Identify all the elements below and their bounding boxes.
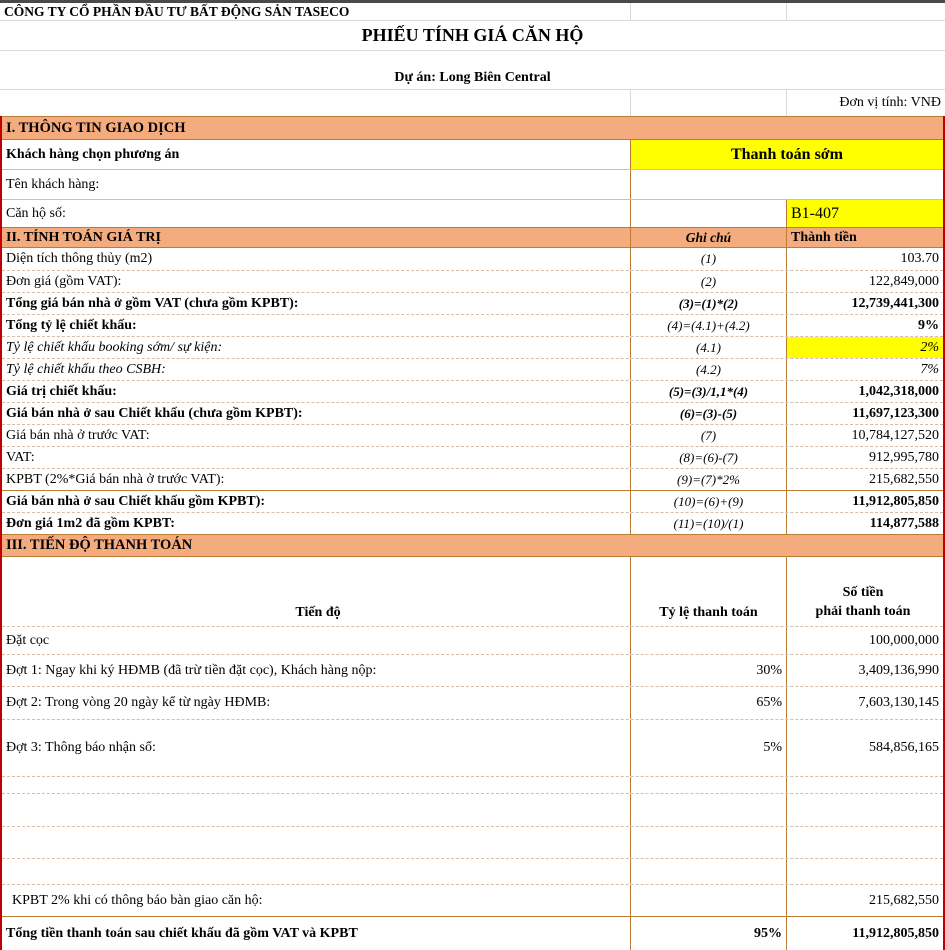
row-label-cell: Đợt 2: Trong vòng 20 ngày kể từ ngày HĐMB: xyxy=(6,695,271,710)
amount-cell: 103.70 xyxy=(786,248,943,270)
note-cell: (10)=(6)+(9) xyxy=(630,491,786,512)
table-row xyxy=(2,626,943,654)
row-label-cell: VAT: xyxy=(6,449,35,465)
table-row xyxy=(2,916,943,950)
row-label-cell: Tổng giá bán nhà ở gồm VAT (chưa gồm KPBT): xyxy=(6,295,299,311)
section2-header xyxy=(2,227,943,248)
note-cell: (4.1) xyxy=(630,337,786,358)
row-label-cell: Tổng tiền thanh toán sau chiết khấu đã gồm VAT và KPBT xyxy=(6,926,358,941)
row-label-cell: Diện tích thông thủy (m2) xyxy=(6,251,153,266)
note-cell: (4)=(4.1)+(4.2) xyxy=(630,315,786,336)
table-row xyxy=(2,270,943,292)
ratio-cell: 5% xyxy=(630,720,786,776)
sheet-header xyxy=(0,3,945,116)
row-label-cell: KPBT (2%*Giá bán nhà ở trước VAT): xyxy=(6,471,225,487)
ratio-cell xyxy=(630,885,786,916)
table-row xyxy=(2,884,943,916)
ratio-cell xyxy=(630,627,786,654)
amount-cell xyxy=(786,827,943,858)
empty-cell xyxy=(0,90,630,116)
empty-cell xyxy=(630,90,786,116)
note-cell: (7) xyxy=(630,425,786,446)
row-label-cell: Giá bán nhà ở trước VAT: xyxy=(6,427,150,443)
amount-cell: 122,849,000 xyxy=(786,271,943,292)
section3-header: III. TIẾN ĐỘ THANH TOÁN xyxy=(2,534,943,557)
progress-column-header: Tiến độ xyxy=(295,605,341,620)
table-row xyxy=(2,248,943,270)
empty-cell xyxy=(630,3,786,20)
row-label-cell: Khách hàng chọn phương án xyxy=(6,146,180,162)
row-label-cell: Giá bán nhà ở sau Chiết khấu (chưa gồm KPBT): xyxy=(6,405,303,421)
amount-cell: 11,697,123,300 xyxy=(786,403,943,424)
amount-header-line2: phải thanh toán xyxy=(815,604,911,619)
note-cell: (8)=(6)-(7) xyxy=(630,447,786,468)
amount-cell: 11,912,805,850 xyxy=(786,917,943,950)
ratio-cell xyxy=(630,827,786,858)
amount-cell: 3,409,136,990 xyxy=(786,655,943,686)
note-cell: (3)=(1)*(2) xyxy=(630,293,786,314)
amount-cell: 10,784,127,520 xyxy=(786,425,943,446)
section2-title: II. TÍNH TOÁN GIÁ TRỊ xyxy=(6,229,161,245)
section1-header: I. THÔNG TIN GIAO DỊCH xyxy=(2,116,943,140)
table-row xyxy=(2,793,943,826)
ratio-cell xyxy=(630,859,786,884)
table-row xyxy=(2,402,943,424)
amount-cell: 584,856,165 xyxy=(786,720,943,776)
table-row xyxy=(2,199,943,227)
row-label-cell xyxy=(2,859,630,884)
row-label-cell xyxy=(2,827,630,858)
note-cell: (9)=(7)*2% xyxy=(630,469,786,490)
note-cell: (6)=(3)-(5) xyxy=(630,403,786,424)
amount-cell: 215,682,550 xyxy=(786,469,943,490)
ratio-cell: 30% xyxy=(630,655,786,686)
note-cell: (4.2) xyxy=(630,359,786,380)
table-row xyxy=(2,169,943,199)
table-row xyxy=(2,314,943,336)
table-row xyxy=(2,776,943,793)
customer-name-input-cell[interactable] xyxy=(630,170,943,199)
amount-payable-column-header xyxy=(786,557,943,626)
ratio-cell xyxy=(630,777,786,793)
amount-cell: 7,603,130,145 xyxy=(786,687,943,719)
currency-unit-label: Đơn vị tính: VNĐ xyxy=(786,90,945,116)
unit-row xyxy=(0,90,945,116)
table-row xyxy=(2,380,943,402)
row-label-cell: Tỷ lệ chiết khấu theo CSBH: xyxy=(6,361,166,377)
amount-cell: 100,000,000 xyxy=(786,627,943,654)
amount-cell: 215,682,550 xyxy=(786,885,943,916)
amount-cell: 114,877,588 xyxy=(786,513,943,534)
amount-cell xyxy=(786,794,943,826)
empty-cell xyxy=(630,200,786,227)
row-label-cell: Đợt 1: Ngay khi ký HĐMB (đã trừ tiền đặt cọc), Khách hàng nộp: xyxy=(6,662,377,678)
amount-cell xyxy=(786,777,943,793)
company-row xyxy=(0,3,945,21)
note-cell: (11)=(10)/(1) xyxy=(630,513,786,534)
empty-cell xyxy=(786,3,945,20)
row-label-cell: Tổng tỷ lệ chiết khấu: xyxy=(6,317,137,333)
editable-amount-cell[interactable]: 2% xyxy=(786,337,943,358)
amount-cell: 7% xyxy=(786,359,943,380)
table-row xyxy=(2,686,943,719)
table-row xyxy=(2,490,943,512)
table-row xyxy=(2,826,943,858)
ratio-cell: 65% xyxy=(630,687,786,719)
amount-header-line1: Số tiền xyxy=(842,585,884,600)
row-label-cell xyxy=(2,794,630,826)
ratio-cell: 95% xyxy=(630,917,786,950)
sheet-title: PHIẾU TÍNH GIÁ CĂN HỘ xyxy=(0,21,945,51)
note-cell: (1) xyxy=(630,248,786,270)
table-row xyxy=(2,424,943,446)
table-row xyxy=(2,858,943,884)
table-row xyxy=(2,446,943,468)
ratio-cell xyxy=(630,794,786,826)
amount-cell: 1,042,318,000 xyxy=(786,381,943,402)
row-label-cell: Tỷ lệ chiết khấu booking sớm/ sự kiện: xyxy=(6,339,223,355)
table-row xyxy=(2,140,943,169)
table-row xyxy=(2,719,943,776)
row-label-cell: KPBT 2% khi có thông báo bàn giao căn hộ: xyxy=(12,892,263,908)
payment-schedule-header xyxy=(2,557,943,626)
value-calculation-rows xyxy=(2,248,943,534)
payment-schedule-rows xyxy=(2,626,943,950)
company-name: CÔNG TY CỔ PHẦN ĐẦU TƯ BẤT ĐỘNG SẢN TASECO xyxy=(4,3,350,19)
row-label-cell: Giá bán nhà ở sau Chiết khấu gồm KPBT): xyxy=(6,493,266,509)
row-label-cell: Đơn giá 1m2 đã gồm KPBT: xyxy=(6,515,175,531)
table-row xyxy=(2,468,943,490)
table-row xyxy=(2,336,943,358)
row-label-cell: Giá trị chiết khấu: xyxy=(6,383,117,399)
transaction-info-rows xyxy=(2,140,943,227)
payment-option-cell[interactable]: Thanh toán sớm xyxy=(630,140,943,169)
row-label-cell: Tên khách hàng: xyxy=(6,176,100,192)
amount-cell: 12,739,441,300 xyxy=(786,293,943,314)
table-row xyxy=(2,292,943,314)
table-row xyxy=(2,358,943,380)
note-cell: (2) xyxy=(630,271,786,292)
project-name: Dự án: Long Biên Central xyxy=(0,51,945,90)
amount-cell: 9% xyxy=(786,315,943,336)
amount-cell: 912,995,780 xyxy=(786,447,943,468)
row-label-cell: Đơn giá (gồm VAT): xyxy=(6,273,122,289)
row-label-cell: Căn hộ số: xyxy=(6,205,66,221)
apartment-number-cell[interactable]: B1-407 xyxy=(786,200,943,227)
row-label-cell xyxy=(2,777,630,793)
row-label-cell: Đặt cọc xyxy=(6,632,50,648)
amount-cell xyxy=(786,859,943,884)
row-label-cell: Đợt 3: Thông báo nhận sổ: xyxy=(6,740,156,755)
note-column-header: Ghi chú xyxy=(630,228,786,247)
amount-column-header: Thành tiền xyxy=(786,228,943,247)
amount-cell: 11,912,805,850 xyxy=(786,491,943,512)
table-row xyxy=(2,654,943,686)
ratio-column-header: Tỷ lệ thanh toán xyxy=(630,557,786,626)
table-row xyxy=(2,512,943,534)
note-cell: (5)=(3)/1,1*(4) xyxy=(630,381,786,402)
sheet-body xyxy=(0,116,945,950)
